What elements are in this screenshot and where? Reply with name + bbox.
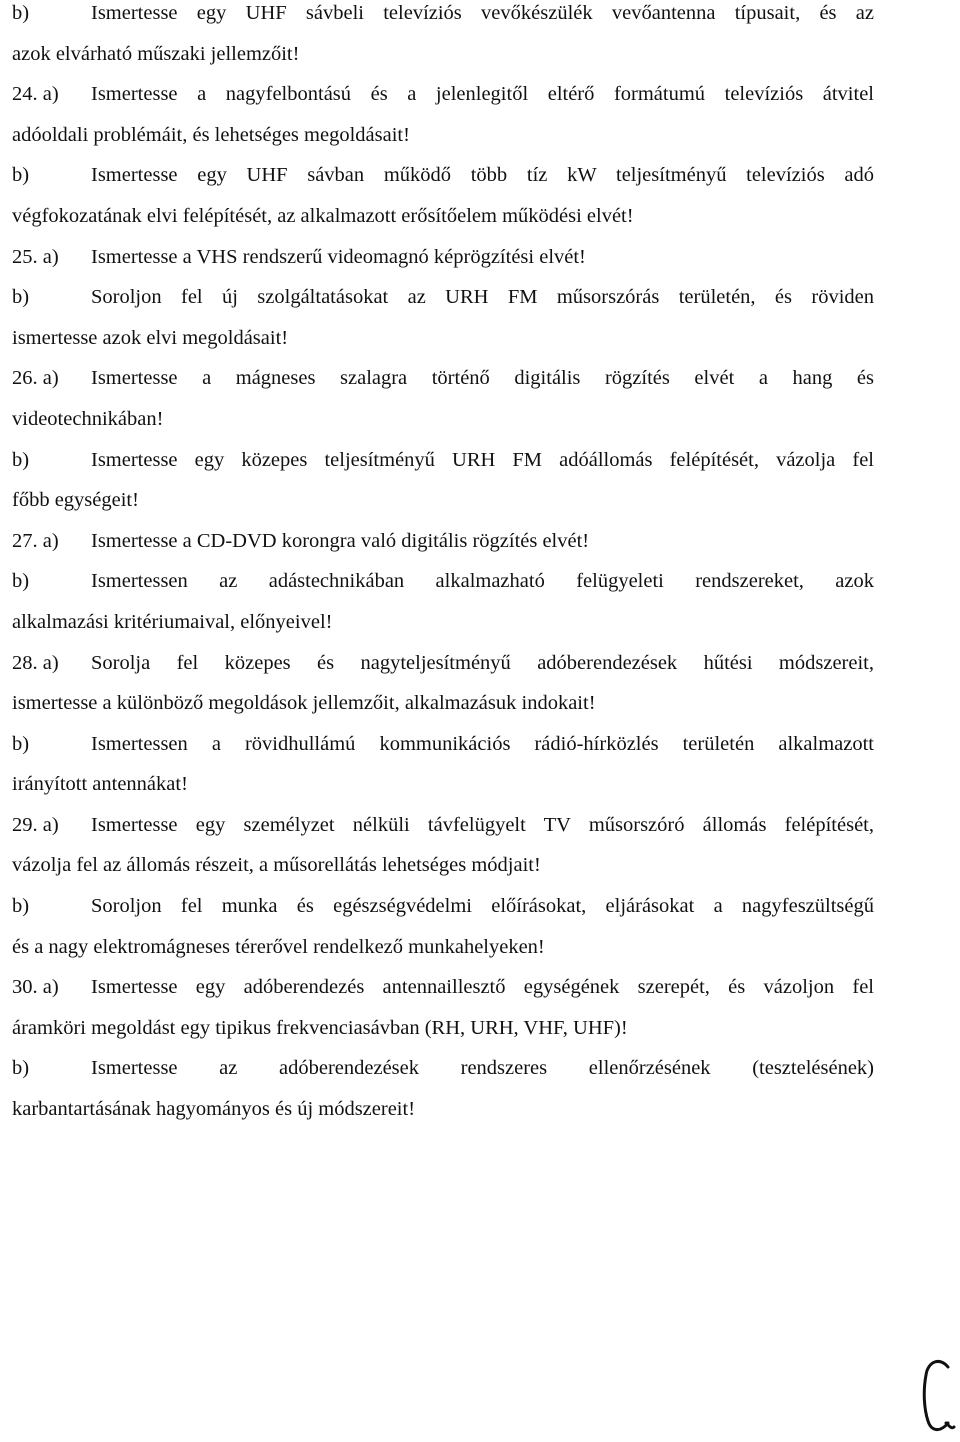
question-text-line1: Ismertesse a mágneses szalagra történő digitális rögzítés elvét a hang és	[91, 367, 874, 390]
question-text-line2: és a nagy elektromágneses térerővel rendelkező munkahelyeken!	[12, 935, 545, 958]
question-text-line1: Ismertessen az adástechnikában alkalmazható felügyeleti rendszereket, azok	[91, 570, 874, 593]
question-item	[12, 886, 874, 967]
question-item	[12, 358, 874, 439]
question-label: 26. a)	[12, 367, 59, 390]
question-item	[12, 74, 874, 155]
question-item	[12, 967, 874, 1048]
question-label: 30. a)	[12, 976, 59, 999]
question-item	[12, 0, 874, 74]
question-label: b)	[12, 164, 30, 187]
question-label: b)	[12, 1057, 30, 1080]
question-text-line1: Ismertesse a nagyfelbontású és a jelenlegitől eltérő formátumú televíziós átvitel	[91, 83, 874, 106]
question-label: b)	[12, 732, 30, 755]
question-text-line1: Soroljon fel új szolgáltatásokat az URH FM műsorszórás területén, és röviden	[91, 286, 874, 309]
question-label: 25. a)	[12, 245, 59, 268]
question-item	[12, 561, 874, 642]
question-label: b)	[12, 570, 30, 593]
question-label: 24. a)	[12, 83, 59, 106]
question-item	[12, 440, 874, 521]
question-item	[12, 521, 874, 562]
question-item	[12, 1048, 874, 1129]
question-text-line2: ismertesse azok elvi megoldásait!	[12, 326, 289, 349]
question-label: b)	[12, 895, 30, 918]
question-item	[12, 277, 874, 358]
question-item	[12, 237, 874, 278]
question-text-line1: Ismertesse egy személyzet nélküli távfelügyelt TV műsorszóró állomás felépítését,	[91, 813, 874, 836]
question-text-line1: Ismertesse egy adóberendezés antennaillesztő egységének szerepét, és vázoljon fel	[91, 976, 874, 999]
question-label: 29. a)	[12, 813, 59, 836]
question-text-line1: Sorolja fel közepes és nagyteljesítményű adóberendezések hűtési módszereit,	[91, 651, 874, 674]
question-text-line1: Ismertessen a rövidhullámú kommunikációs rádió-hírközlés területén alkalmazott	[91, 732, 874, 755]
question-text-line1: Ismertesse egy közepes teljesítményű URH FM adóállomás felépítését, vázolja fel	[91, 448, 874, 471]
question-label: b)	[12, 286, 30, 309]
question-text-line1: Ismertesse egy UHF sávbeli televíziós vevőkészülék vevőantenna típusait, és az	[91, 2, 874, 24]
question-label: b)	[12, 448, 30, 471]
question-text-line1: Ismertesse a CD-DVD korongra való digitális rögzítés elvét!	[91, 529, 590, 552]
question-text-line2: áramköri megoldást egy tipikus frekvenciasávban (RH, URH, VHF, UHF)!	[12, 1016, 628, 1039]
question-item	[12, 805, 874, 886]
question-item	[12, 724, 874, 805]
question-item	[12, 643, 874, 724]
question-item	[12, 155, 874, 236]
question-text-line1: Ismertesse a VHS rendszerű videomagnó képrögzítési elvét!	[91, 245, 586, 268]
question-text-line2: alkalmazási kritériumaival, előnyeivel!	[12, 610, 333, 633]
question-text-line2: adóoldali problémáit, és lehetséges megoldásait!	[12, 123, 410, 146]
question-text-line2: ismertesse a különböző megoldások jellemzőit, alkalmazásuk indokait!	[12, 692, 596, 715]
question-label: 27. a)	[12, 529, 59, 552]
question-list	[12, 0, 874, 1130]
question-text-line1: Ismertesse egy UHF sávban működő több tíz kW teljesítményű televíziós adó	[91, 164, 874, 187]
question-text-line2: videotechnikában!	[12, 407, 164, 430]
handwritten-mark	[918, 1357, 958, 1435]
question-text-line1: Ismertesse az adóberendezések rendszeres ellenőrzésének (tesztelésének)	[91, 1057, 874, 1080]
question-text-line2: irányított antennákat!	[12, 773, 188, 796]
question-label: 28. a)	[12, 651, 59, 674]
question-label: b)	[12, 2, 30, 24]
question-text-line2: vázolja fel az állomás részeit, a műsorellátás lehetséges módjait!	[12, 854, 541, 877]
question-text-line2: főbb egységeit!	[12, 489, 139, 512]
question-text-line2: azok elvárható műszaki jellemzőit!	[12, 42, 300, 65]
question-text-line2: karbantartásának hagyományos és új módszereit!	[12, 1098, 416, 1121]
question-text-line1: Soroljon fel munka és egészségvédelmi előírásokat, eljárásokat a nagyfeszültségű	[91, 895, 874, 918]
question-text-line2: végfokozatának elvi felépítését, az alkalmazott erősítőelem működési elvét!	[12, 204, 634, 227]
